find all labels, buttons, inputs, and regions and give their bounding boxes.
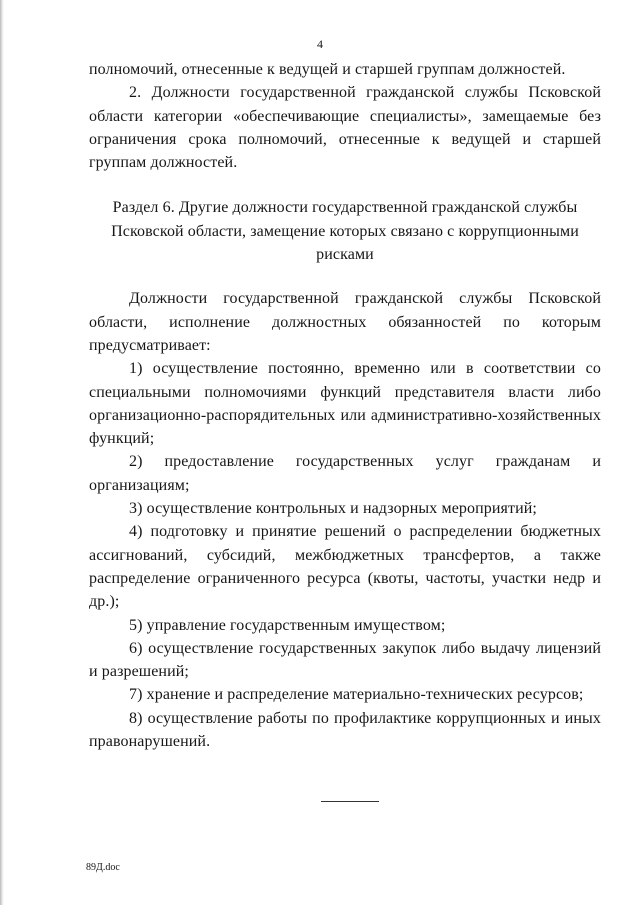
scan-edge bbox=[0, 0, 4, 905]
paragraph-continuation: полномочий, отнесенные к ведущей и старшей группам должностей. bbox=[89, 61, 566, 78]
page-number: 4 bbox=[317, 37, 323, 51]
section-intro: Должности государственной гражданской службы Псковской области, исполнение должностных обязанностей по которым предусматривает: bbox=[89, 290, 601, 354]
document-body bbox=[89, 58, 601, 753]
section-title: Раздел 6. Другие должности государственной гражданской службы Псковской области, замещение которых связано с коррупционными рисками bbox=[111, 199, 579, 264]
list-item-7: 7) хранение и распределение материально-технических ресурсов; bbox=[129, 686, 584, 704]
list-item-6: 6) осуществление государственных закупок либо выдачу лицензий и разрешений; bbox=[89, 639, 601, 681]
list-item-2: 2) предоставление государственных услуг гражданам и организациям; bbox=[89, 453, 601, 494]
list-item-3: 3) осуществление контрольных и надзорных мероприятий; bbox=[129, 500, 537, 518]
list-item-4: 4) подготовку и принятие решений о распределении бюджетных ассигнований, субсидий, межбюджетных трансфертов, а также распределение ограниченного ресурса (квоты, частоты, участки недр и др.); bbox=[89, 523, 601, 611]
paragraph-item-2: 2. Должности государственной гражданской службы Псковской области категории «обеспечивающие специалисты», замещаемые без ограничения срока полномочий, отнесенные к ведущей и старшей группам должностей. bbox=[89, 84, 601, 172]
list-item-5: 5) управление государственным имуществом; bbox=[129, 616, 446, 634]
list-item-8: 8) осуществление работы по профилактике коррупционных и иных правонарушений. bbox=[89, 709, 601, 751]
footer-filename: 89Д.doc bbox=[86, 862, 120, 873]
list-item-1: 1) осуществление постоянно, временно или в соответствии со специальными полномочиями функций представителя власти либо организационно-распорядительных или административно-хозяйственных функций; bbox=[89, 360, 601, 448]
end-separator-line bbox=[321, 801, 379, 802]
